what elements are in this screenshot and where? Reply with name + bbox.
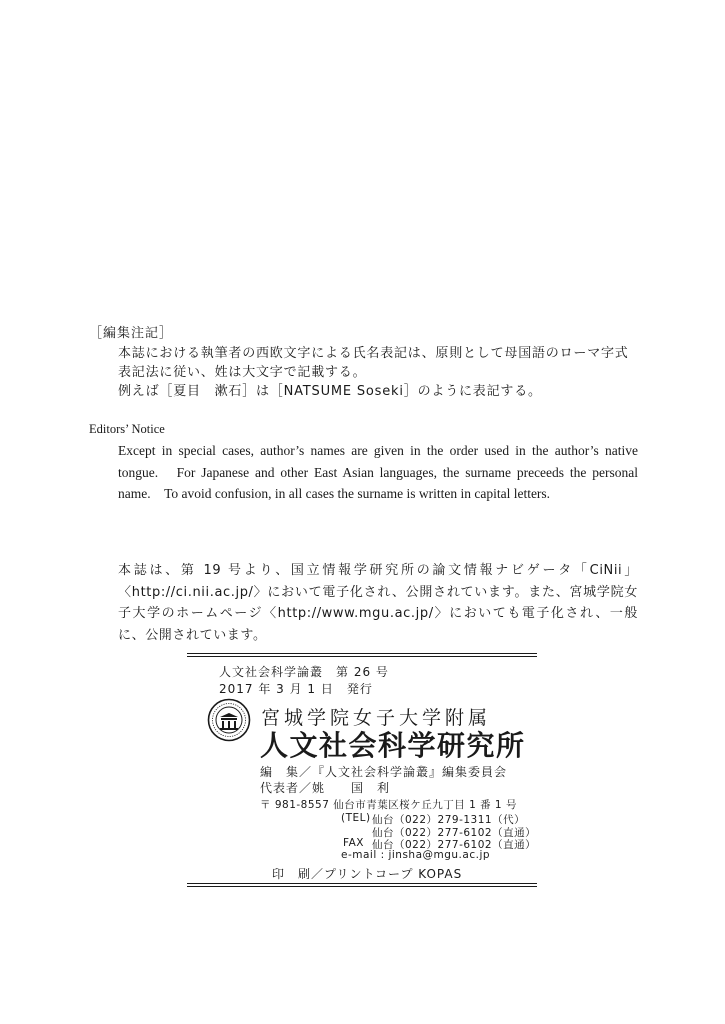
colophon-top-rule-1 (187, 653, 537, 654)
colophon-tel-label: (TEL) (341, 812, 371, 824)
colophon-date: 2017 年 3 月 1 日 発行 (219, 682, 373, 696)
colophon-journal: 人文社会科学論叢 第 26 号 (219, 665, 389, 679)
editorial-note-paragraph-2: 例えば［夏目 漱石］は［NATSUME Soseki］のように表記する。 (118, 384, 542, 399)
editorial-note-heading: ［編集注記］ (89, 326, 174, 341)
colophon-bottom-rule-2 (187, 886, 537, 887)
colophon-representative: 代表者／姚 国 利 (260, 781, 391, 795)
colophon-address: 〒 981-8557 仙台市青葉区桜ケ丘九丁目 1 番 1 号 (260, 799, 517, 811)
colophon-editor: 編 集／『人文社会科学論叢』編集委員会 (260, 765, 508, 779)
colophon-fax-label: FAX (343, 837, 364, 849)
colophon-fax: 仙台（022）277-6102（直通） (372, 839, 537, 851)
editorial-note-paragraph-1: 本誌における執筆者の西欧文字による氏名表記は、原則として母国語のローマ字式表記法に従い、姓は大文字で記載する。 (118, 346, 629, 380)
institution-name-line-2: 人文社会科学研究所 (260, 729, 526, 762)
colophon-tel-1: 仙台（022）279-1311（代） (372, 814, 526, 826)
university-seal-icon (207, 698, 251, 742)
colophon-email: e-mail : jinsha@mgu.ac.jp (341, 849, 491, 861)
cinii-notice-paragraph: 本誌は、第 19 号より、国立情報学研究所の論文情報ナビゲータ「CiNii」〈http://ci.nii.ac.jp/〉において電子化され、公開されています。また、宮城学院女子大学のホームページ〈http://www.mgu.ac.jp/〉においても電子化され、一般に、公開されています。 (118, 563, 638, 643)
colophon-printer: 印 刷／プリントコープ KOPAS (272, 867, 463, 881)
institution-name-line-1: 宮城学院女子大学附属 (261, 707, 492, 729)
colophon-bottom-rule-1 (187, 883, 537, 884)
editors-notice-heading: Editors’ Notice (89, 422, 165, 436)
colophon-top-rule-2 (187, 656, 537, 657)
editors-notice-paragraph: Except in special cases, author’s names are given in the order used in the author’s native tongue. For Japanese and other East Asian languages, the surname preceeds the personal name. To avoid confusion, in all cases the surname is written in capital letters. (118, 443, 638, 501)
colophon-tel-2: 仙台（022）277-6102（直通） (372, 827, 537, 839)
